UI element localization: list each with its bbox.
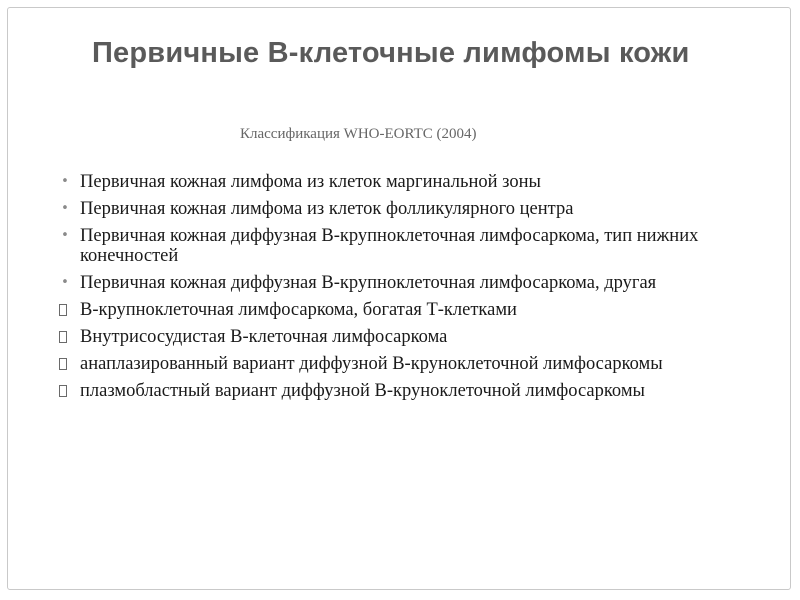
list-item	[56, 172, 756, 192]
slide-title: Первичные В-клеточные лимфомы кожи	[92, 37, 690, 69]
box-bullet-icon	[59, 331, 67, 343]
list-item	[56, 300, 756, 320]
box-bullet-icon	[59, 385, 67, 397]
list-item-text: плазмобластный вариант диффузной В-круноклеточной лимфосаркомы	[80, 381, 645, 401]
list-item	[56, 381, 756, 401]
slide-subtitle: Классификация WHO-EORTC (2004)	[240, 126, 477, 142]
list-item-text: анаплазированный вариант диффузной В-круноклеточной лимфосаркомы	[80, 354, 663, 374]
bullet-icon: •	[61, 228, 69, 243]
list-item	[56, 273, 756, 293]
list-item-text: Первичная кожная диффузная В-крупноклеточная лимфосаркома, тип нижних конечностей	[80, 226, 699, 266]
classification-list	[56, 172, 756, 408]
bullet-icon: •	[61, 174, 69, 189]
list-item-text: В-крупноклеточная лимфосаркома, богатая Т-клетками	[80, 300, 517, 320]
list-item	[56, 354, 756, 374]
bullet-icon: •	[61, 275, 69, 290]
list-item-text: Первичная кожная лимфома из клеток фолликулярного центра	[80, 199, 574, 219]
bullet-icon: •	[61, 201, 69, 216]
list-item-text: Первичная кожная лимфома из клеток маргинальной зоны	[80, 172, 541, 192]
box-bullet-icon	[59, 358, 67, 370]
box-bullet-icon	[59, 304, 67, 316]
list-item	[56, 199, 756, 219]
list-item-text: Внутрисосудистая В-клеточная лимфосаркома	[80, 327, 448, 347]
list-item	[56, 226, 756, 266]
list-item-text: Первичная кожная диффузная В-крупноклеточная лимфосаркома, другая	[80, 273, 657, 293]
list-item	[56, 327, 756, 347]
